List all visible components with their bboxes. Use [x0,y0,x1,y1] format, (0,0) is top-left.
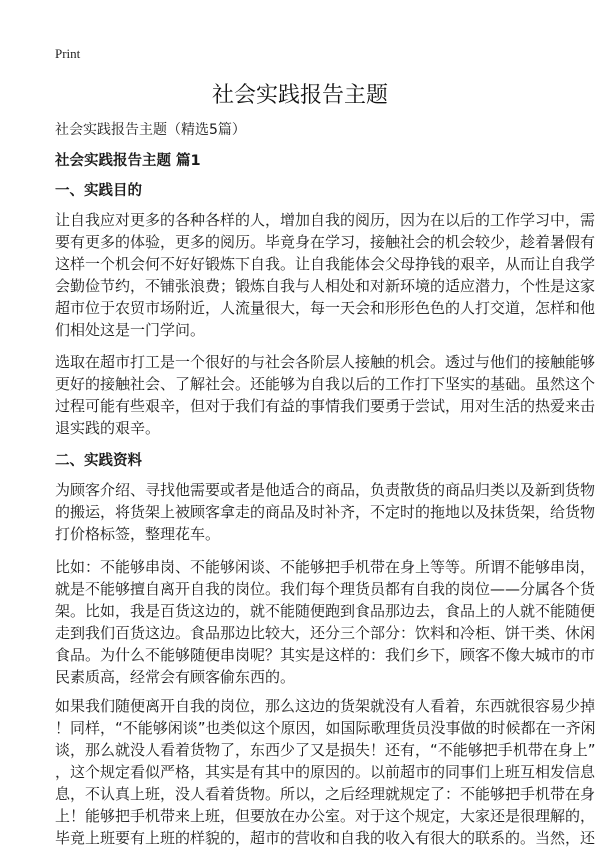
paragraph-line: 食品。为什么不能够随便串岗呢？其实是这样的：我们乡下，顾客不像大城市的市 [55,646,596,664]
paragraph-line: 架。比如，我是百货这边的，就不能随便跑到食品那边去，食品上的人就不能随便 [55,602,596,620]
paragraph-line: 息，不认真上班，没人看着货物。所以，之后经理就规定了：不能够把手机带在身 [55,785,596,803]
paragraph-line: 过程可能有些艰辛，但对于我们有益的事情我们要勇于尝试，用对生活的热爱来击 [55,397,596,415]
paragraph-line: 让自我应对更多的各种各样的人，增加自我的阅历，因为在以后的工作学习中，需 [55,211,596,229]
article-heading: 社会实践报告主题 篇1 [55,153,201,169]
section-heading-purpose: 一、实践目的 [55,183,142,199]
paragraph-line: ，这个规定看似严格，其实是有其中的原因的。以前超市的同事们上班互相发信息 [55,763,596,781]
paragraph-line: 要有更多的体验，更多的阅历。毕竟身在学习，接触社会的机会较少，趁着暑假有 [55,233,596,251]
paragraph-line: 比如：不能够串岗、不能够闲谈、不能够把手机带在身上等等。所谓不能够串岗， [55,558,596,576]
paragraph-line: 走到我们百货这边。食品那边比较大，还分三个部分：饮料和冷柜、饼干类、休闲 [55,624,596,642]
paragraph-line: 如果我们随便离开自我的岗位，那么这边的货架就没有人看着，东西就很容易少掉 [55,697,596,715]
paragraph-line: 上！能够把手机带来上班，但要放在办公室。对于这个规定，大家还是很理解的， [55,807,596,825]
paragraph-line: 退实践的艰辛。 [55,419,161,437]
paragraph-line: 们相处这是一门学问。 [55,321,206,339]
paragraph-line: 毕竟上班要有上班的样貌的，超市的营收和自我的收入有很大的联系的。当然，还 [55,829,596,847]
paragraph-line: 的搬运，将货架上被顾客拿走的商品及时补齐，不定时的拖地以及抹货架，给货物 [55,503,596,521]
paragraph [55,209,596,341]
paragraph-line: ！同样，“不能够闲谈”也类似这个原因，如国际歌理货员没事做的时候都在一齐闲 [55,719,596,737]
paragraph-line: 超市位于农贸市场附近，人流量很大，每一天会和形形色色的人打交道，怎样和他 [55,299,596,317]
paragraph-line: 为顾客介绍、寻找他需要或者是他适合的商品，负责散货的商品归类以及新到货物 [55,481,596,499]
paragraph-line: 更好的接触社会、了解社会。还能够为自我以后的工作打下坚实的基础。虽然这个 [55,375,596,393]
section-heading-content: 二、实践资料 [55,453,142,469]
page-title: 社会实践报告主题 [211,83,388,108]
paragraph [55,351,596,439]
paragraph [55,479,596,545]
paragraph-line: 就是不能够擅自离开自我的岗位。我们每个理货员都有自我的岗位——分属各个货 [55,580,596,598]
paragraph-line: 打价格标签，整理花车。 [55,525,221,543]
paragraph [55,695,596,849]
paragraph-line: 民素质高，经常会有顾客偷东西的。 [55,668,296,686]
paragraph [55,556,596,688]
paragraph-line: 选取在超市打工是一个很好的与社会各阶层人接触的机会。透过与他们的接触能够 [55,353,596,371]
print-link[interactable]: Print [55,46,81,61]
paragraph-line: 这样一个机会何不好好锻炼下自我。让自我能体会父母挣钱的艰辛，从而让自我学 [55,255,596,273]
paragraph-line: 会勤俭节约，不铺张浪费；锻炼自我与人相处和对新环境的适应潜力，个性是这家 [55,277,596,295]
paragraph-line: 谈，那么就没人看着货物了，东西少了又是损失！还有，“不能够把手机带在身上” [55,741,596,759]
subtitle: 社会实践报告主题（精选5篇） [55,122,246,138]
